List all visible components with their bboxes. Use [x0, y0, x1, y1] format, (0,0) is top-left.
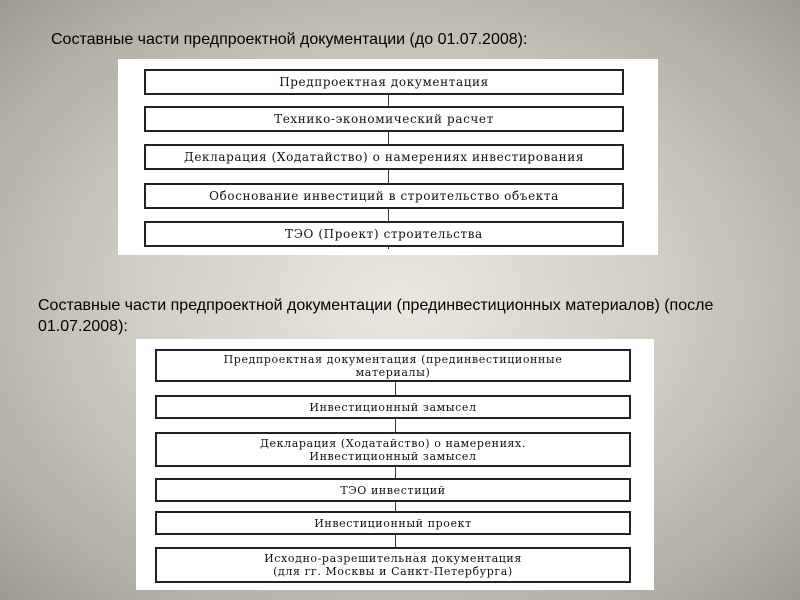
box-investitsionnyy-proekt: Инвестиционный проект [155, 511, 631, 535]
diagram-before [118, 59, 658, 255]
box-iskhodno-razreshitelnaya-dokumentatsiya: Исходно-разрешительная документация (для гг. Москвы и Санкт-Петербурга) [155, 547, 631, 583]
box-investitsionnyy-zamysel: Инвестиционный замысел [155, 395, 631, 419]
heading-after: Составные части предпроектной документации (прединвестиционных материалов) (после 01.07.2008): [38, 297, 714, 335]
box-predproektnaya-dokumentatsiya: Предпроектная документация [144, 69, 624, 95]
box-teo-investitsiy: ТЭО инвестиций [155, 478, 631, 502]
box-obosnovanie-investitsiy: Обоснование инвестиций в строительство объекта [144, 183, 624, 209]
connector-line [395, 359, 396, 579]
diagram-after [136, 339, 654, 590]
heading-before: Составные части предпроектной документации (до 01.07.2008): [51, 31, 528, 48]
box-tekhniko-ekonomicheskiy-raschet: Технико-экономический расчет [144, 106, 624, 132]
box-teo-proekt-stroitelstva: ТЭО (Проект) строительства [144, 221, 624, 247]
box-predproektnaya-dokumentatsiya: Предпроектная документация (прединвестиционные материалы) [155, 349, 631, 382]
box-deklaratsiya-o-namereniyakh: Декларация (Ходатайство) о намерениях. Инвестиционный замысел [155, 432, 631, 467]
box-deklaratsiya-o-namereniyakh: Декларация (Ходатайство) о намерениях инвестирования [144, 144, 624, 170]
